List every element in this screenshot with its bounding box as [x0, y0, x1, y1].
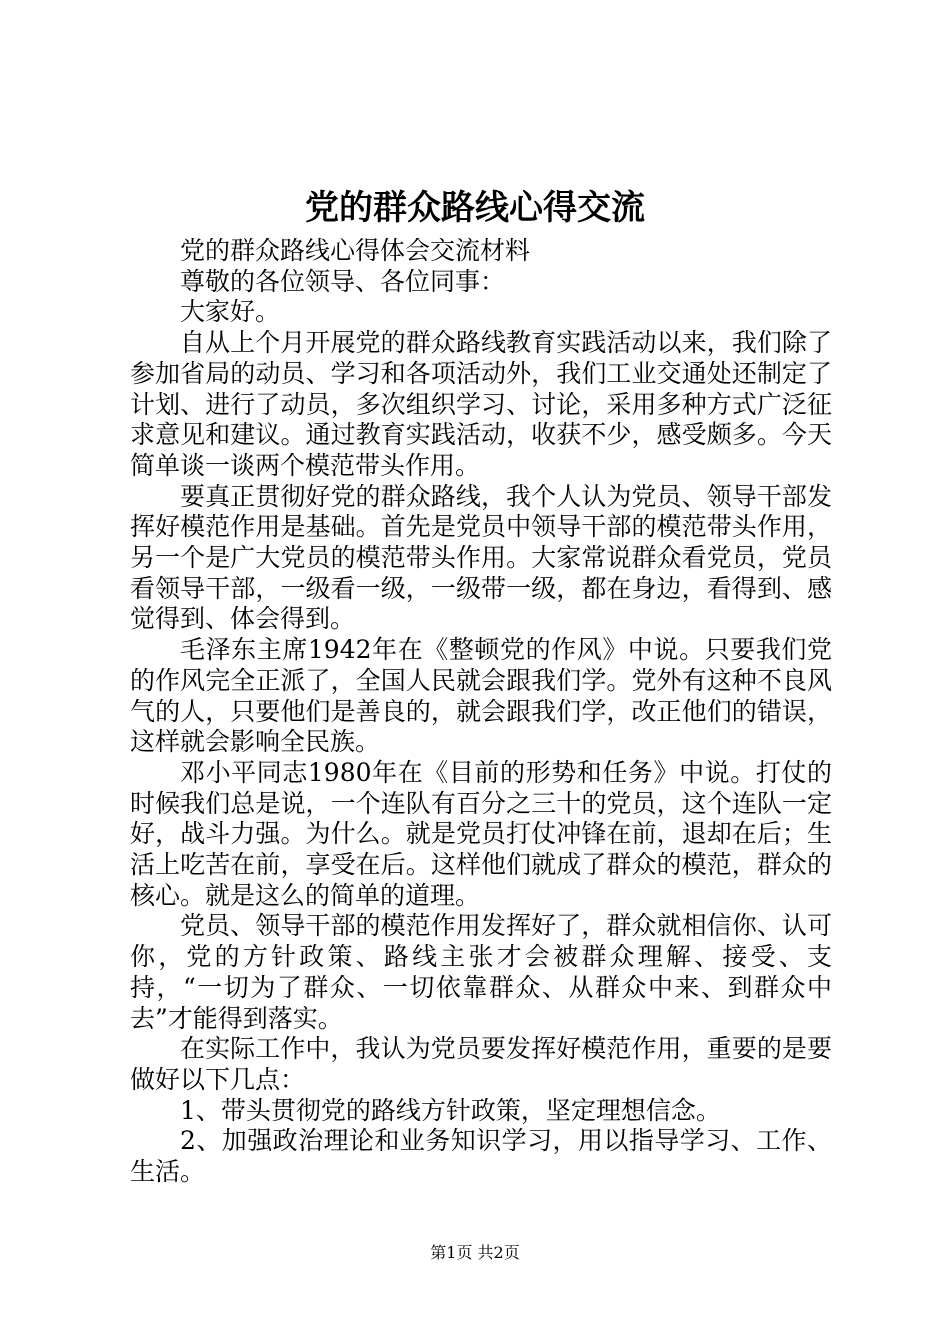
page-footer: 第1页 共2页: [430, 1243, 520, 1262]
paragraph-greeting: 大家好。: [180, 297, 281, 327]
paragraph: 要真正贯彻好党的群众路线，我个人认为党员、领导干部发挥好模范作用是基础。首先是党员中领导干部的模范带头作用，另一个是广大党员的模范带头作用。大家常说群众看党员，党员看领导干部，一级看一级，一级带一级，都在身边，看得到、感觉得到、体会得到。: [130, 481, 832, 634]
paragraph: 邓小平同志1980年在《目前的形势和任务》中说。打仗的时候我们总是说，一个连队有百分之三十的党员，这个连队一定好，战斗力强。为什么。就是党员打仗冲锋在前，退却在后；生活上吃苦在前，享受在后。这样他们就成了群众的模范，群众的核心。就是这么的简单的道理。: [130, 757, 832, 910]
paragraph: 党员、领导干部的模范作用发挥好了，群众就相信你、认可你，党的方针政策、路线主张才会被群众理解、接受、支持，“一切为了群众、一切依靠群众、从群众中来、到群众中去”才能得到落实。: [130, 911, 832, 1033]
list-item: 2、加强政治理论和业务知识学习，用以指导学习、工作、生活。: [130, 1126, 832, 1187]
document-body: [130, 236, 832, 1188]
paragraph-subtitle: 党的群众路线心得体会交流材料: [180, 236, 531, 265]
list-item: 1、带头贯彻党的路线方针政策，坚定理想信念。: [180, 1095, 721, 1125]
paragraph: 在实际工作中，我认为党员要发挥好模范作用，重要的是要做好以下几点：: [130, 1034, 832, 1094]
paragraph: 自从上个月开展党的群众路线教育实践活动以来，我们除了参加省局的动员、学习和各项活动外，我们工业交通处还制定了计划、进行了动员，多次组织学习、讨论，采用多种方式广泛征求意见和建议。通过教育实践活动，收获不少，感受颇多。今天简单谈一谈两个模范带头作用。: [130, 328, 832, 480]
paragraph: 毛泽东主席1942年在《整顿党的作风》中说。只要我们党的作风完全正派了，全国人民就会跟我们学。党外有这种不良风气的人，只要他们是善良的，就会跟我们学，改正他们的错误，这样就会影响全民族。: [130, 635, 832, 757]
paragraph-salutation: 尊敬的各位领导、各位同事：: [180, 266, 506, 296]
document-title: 党的群众路线心得交流: [305, 188, 645, 228]
